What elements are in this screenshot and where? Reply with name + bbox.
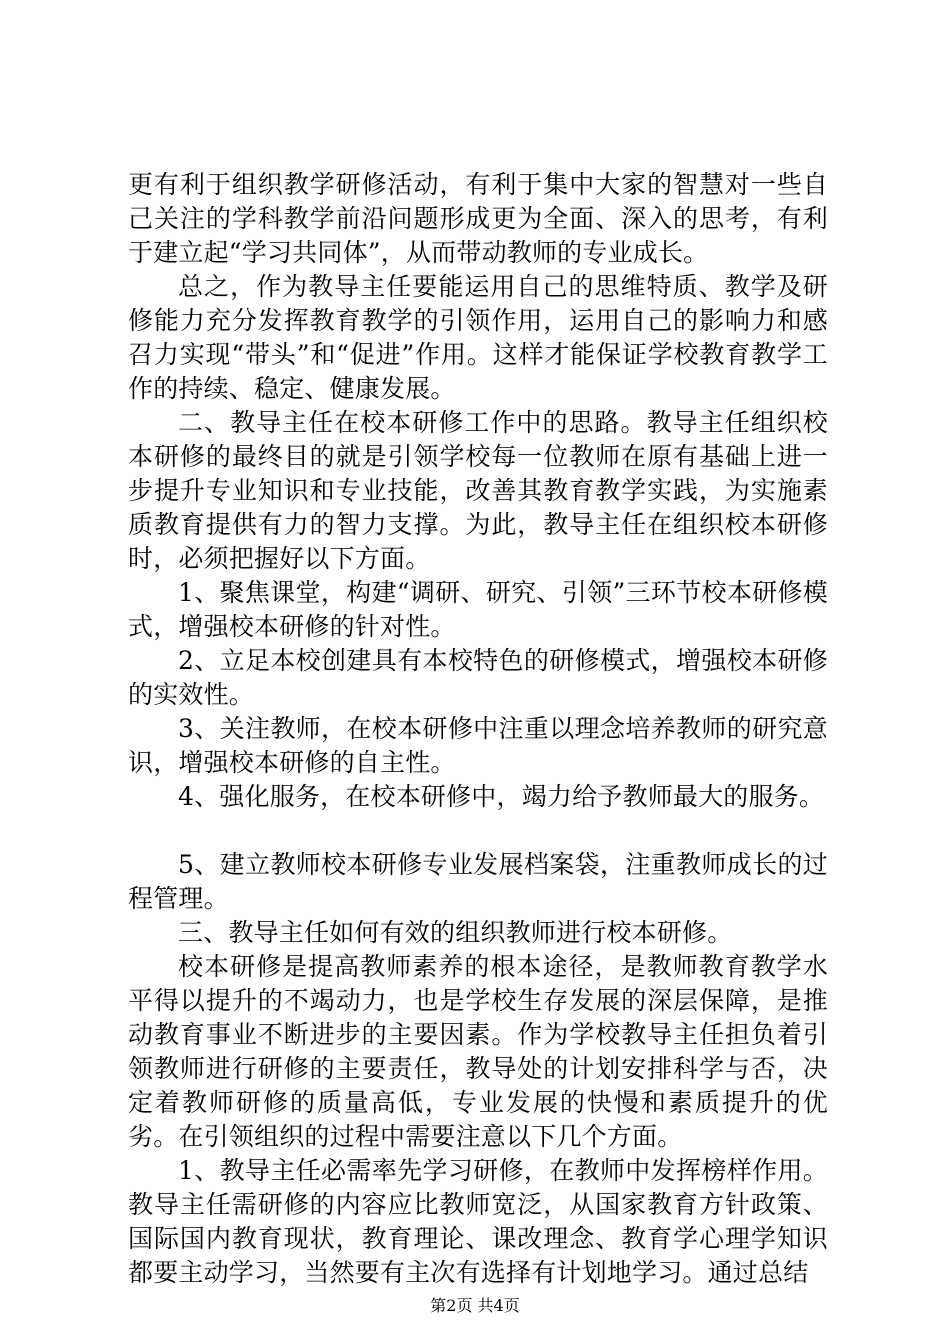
- list-item-5: 5、建立教师校本研修专业发展档案袋，注重教师成长的过程管理。: [128, 850, 828, 913]
- paragraph-section-three: 三、教导主任如何有效的组织教师进行校本研修。: [178, 918, 733, 947]
- list-item-1: 1、聚焦课堂，构建“调研、研究、引领”三环节校本研修模式，增强校本研修的针对性。: [128, 578, 828, 641]
- paragraph-section-two: 二、教导主任在校本研修工作中的思路。教导主任组织校本研修的最终目的就是引领学校每一位教师在原有基础上进一步提升专业知识和专业技能，改善其教育教学实践，为实施素质教育提供有力的智力支撑。为此，教导主任在组织校本研修时，必须把握好以下方面。: [128, 408, 828, 573]
- paragraph-continuation: 更有利于组织教学研修活动，有利于集中大家的智慧对一些自己关注的学科教学前沿问题形成更为全面、深入的思考，有利于建立起“学习共同体”，从而带动教师的专业成长。: [128, 170, 828, 267]
- document-body: [128, 168, 828, 1290]
- list-item-2: 2、立足本校创建具有本校特色的研修模式，增强校本研修的实效性。: [128, 646, 828, 709]
- paragraph-section-three-body: 校本研修是提高教师素养的根本途径，是教师教育教学水平得以提升的不竭动力，也是学校生存发展的深层保障，是推动教育事业不断进步的主要因素。作为学校教导主任担负着引领教师进行研修的主要责任，教导处的计划安排科学与否，决定着教师研修的质量高低，专业发展的快慢和素质提升的优劣。在引领组织的过程中需要注意以下几个方面。: [128, 952, 828, 1151]
- paragraph-section-three-item-1: 1、教导主任必需率先学习研修，在教师中发挥榜样作用。教导主任需研修的内容应比教师宽泛，从国家教育方针政策、国际国内教育现状，教育理论、课改理念、教育学心理学知识都要主动学习，当然要有主次有选择有计划地学习。通过总结: [128, 1156, 828, 1287]
- page-number-footer: 第2页 共4页: [430, 1296, 520, 1315]
- paragraph-gap: [128, 814, 828, 848]
- list-item-3: 3、关注教师，在校本研修中注重以理念培养教师的研究意识，增强校本研修的自主性。: [128, 714, 828, 777]
- list-item-4: 4、强化服务，在校本研修中，竭力给予教师最大的服务。: [178, 782, 825, 811]
- paragraph-summary: 总之，作为教导主任要能运用自己的思维特质、教学及研修能力充分发挥教育教学的引领作用，运用自己的影响力和感召力实现“带头”和“促进”作用。这样才能保证学校教育教学工作的持续、稳定、健康发展。: [128, 272, 828, 403]
